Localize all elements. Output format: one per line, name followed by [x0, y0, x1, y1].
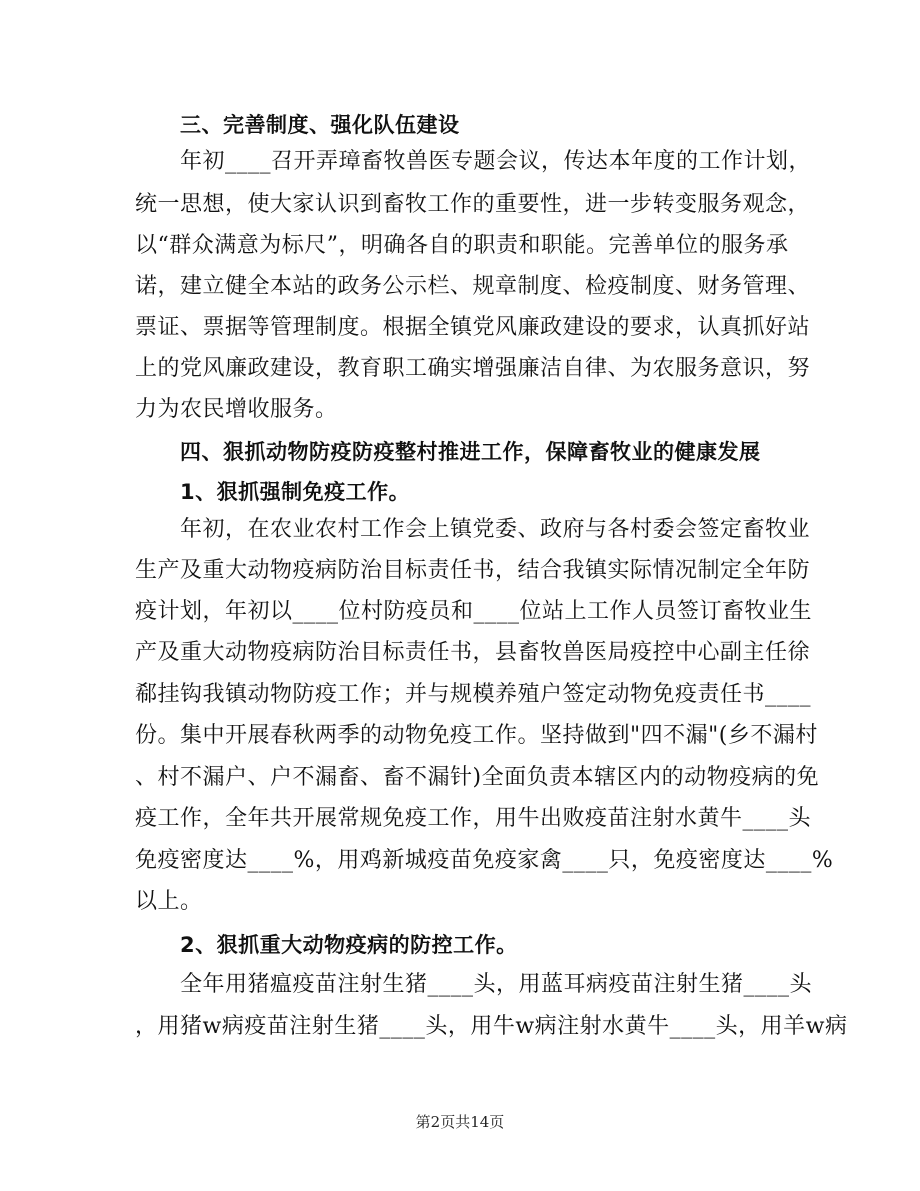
paragraph-line: 疫计划，年初以____位村防疫员和____位站上工作人员签订畜牧业生	[135, 599, 813, 624]
paragraph-line: 、村不漏户、户不漏畜、畜不漏针)全面负责本辖区内的动物疫病的免	[135, 765, 820, 790]
subsection-2-heading: 2、狠抓重大动物疫病的防控工作。	[180, 933, 518, 957]
paragraph-line: 产及重大动物疫病防治目标责任书，县畜牧兽医局疫控中心副主任徐	[135, 640, 811, 665]
paragraph-line: 年初____召开弄璋畜牧兽医专题会议，传达本年度的工作计划，	[180, 149, 812, 174]
paragraph-line: 年初，在农业农村工作会上镇党委、政府与各村委会签定畜牧业	[180, 517, 811, 542]
paragraph-line: 上的党风廉政建设，教育职工确实增强廉洁自律、为农服务意识，努	[135, 356, 811, 381]
paragraph-line: 郗挂钩我镇动物防疫工作；并与规模养殖户签定动物免疫责任书____	[135, 682, 812, 707]
subsection-1-heading: 1、狠抓强制免疫工作。	[180, 480, 411, 504]
section-3-heading: 三、完善制度、强化队伍建设	[180, 113, 460, 137]
paragraph-line: 生产及重大动物疫病防治目标责任书，结合我镇实际情况制定全年防	[135, 558, 811, 583]
paragraph-line: 以“群众满意为标尺”，明确各自的职责和职能。完善单位的服务承	[135, 233, 789, 258]
paragraph-line: 份。集中开展春秋两季的动物免疫工作。坚持做到"四不漏"(乡不漏村	[135, 723, 818, 748]
paragraph-line: 以上。	[135, 889, 203, 914]
paragraph-line: 诺，建立健全本站的政务公示栏、规章制度、检疫制度、财务管理、	[135, 274, 811, 299]
paragraph-line: 全年用猪瘟疫苗注射生猪____头，用蓝耳病疫苗注射生猪____头	[180, 972, 813, 997]
paragraph-line: 统一思想，使大家认识到畜牧工作的重要性，进一步转变服务观念，	[135, 192, 811, 217]
section-4-heading: 四、狠抓动物防疫防疫整村推进工作，保障畜牧业的健康发展	[180, 440, 761, 464]
paragraph-line: 疫工作，全年共开展常规免疫工作，用牛出败疫苗注射水黄牛____头	[135, 806, 812, 831]
paragraph-line: 票证、票据等管理制度。根据全镇党风廉政建设的要求，认真抓好站	[135, 315, 811, 340]
paragraph-line: 力为农民增收服务。	[135, 397, 338, 422]
page-number-footer: 第2页共14页	[415, 1113, 505, 1131]
paragraph-line: 免疫密度达____%，用鸡新城疫苗免疫家禽____只，免疫密度达____%	[135, 848, 834, 873]
paragraph-line: ，用猪w病疫苗注射生猪____头，用牛w病注射水黄牛____头，用羊w病	[135, 1014, 848, 1039]
